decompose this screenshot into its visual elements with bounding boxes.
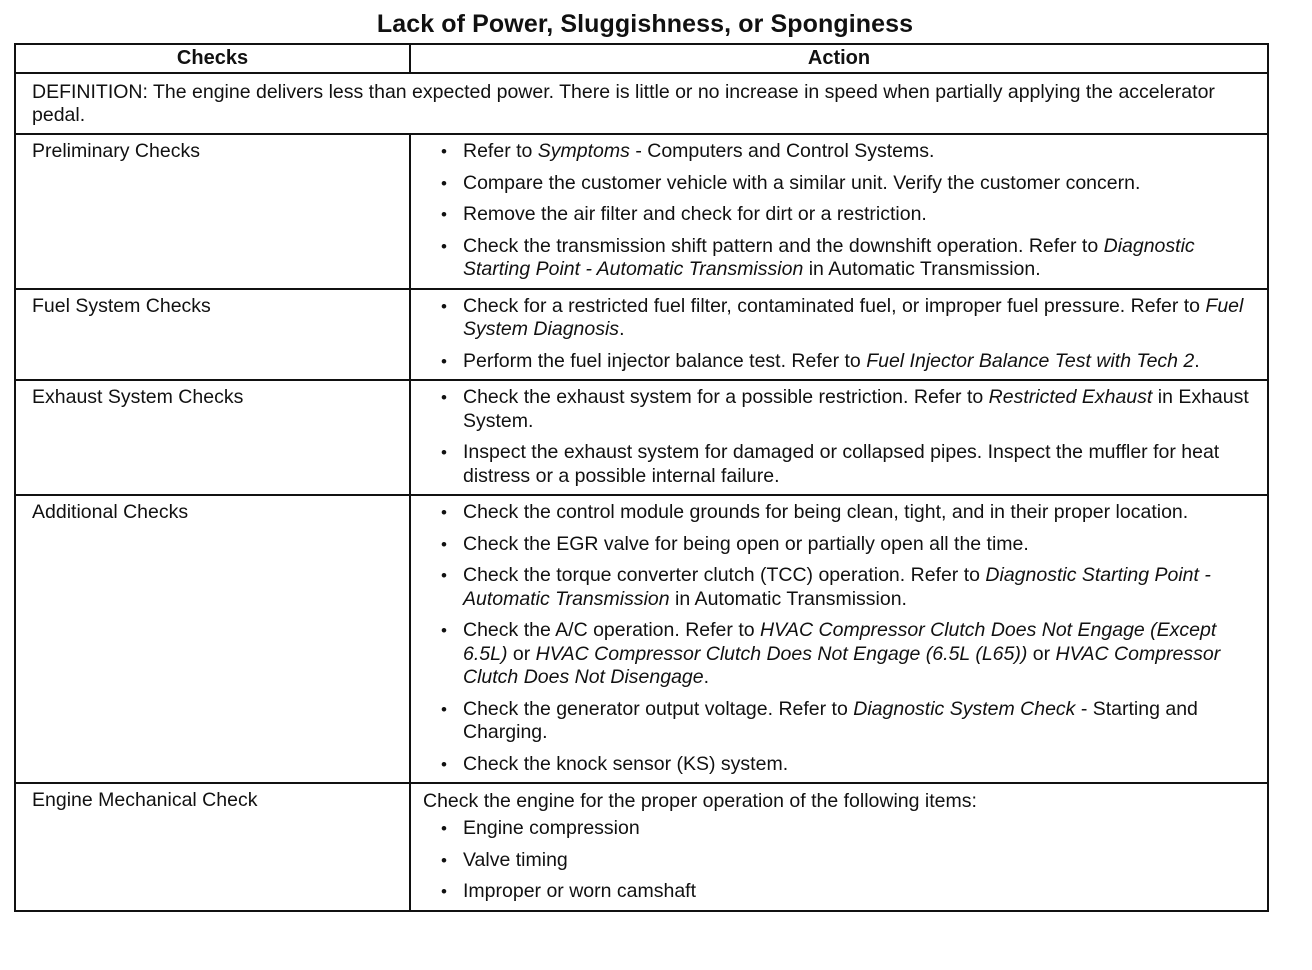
action-text: Check the generator output voltage. Refer to [463,697,854,720]
reference-text: Diagnostic System Check [853,697,1076,720]
action-item [411,140,1267,164]
action-text: Refer to [463,140,538,162]
page-title: Lack of Power, Sluggishness, or Sponginess [376,10,914,38]
action-text: Check the control module grounds for being clean, tight, and in their proper location. [463,501,1189,523]
action-item [411,501,1267,525]
action-text: Check the exhaust system for a possible restriction. Refer to [463,386,989,408]
reference-text: Diagnostic Starting Point - Automatic Transmission [463,234,1195,280]
action-text: Valve timing [463,848,568,871]
table-row [15,495,1268,783]
action-text: Improper or worn camshaft [463,880,697,902]
action-item [411,619,1267,690]
action-item [411,386,1267,433]
action-cell [410,783,1268,911]
action-item [411,564,1267,611]
action-text: . [1194,349,1200,372]
action-text: Check for a restricted fuel filter, contaminated fuel, or improper fuel pressure. Refer to [463,294,1206,317]
reference-text: Restricted Exhaust [988,386,1153,408]
reference-text: HVAC Compressor Clutch Does Not Disengage [463,642,1221,688]
action-item [411,849,1267,873]
action-item [411,880,1267,904]
action-item [411,533,1267,557]
action-item [411,203,1267,227]
action-text: Check the EGR valve for being open or partially open all the time. [463,532,1029,555]
definition-row [15,73,1268,134]
reference-text: HVAC Compressor Clutch Does Not Engage (Except 6.5L) [463,619,1217,665]
action-text: in Exhaust System. [463,386,1249,432]
action-text: Remove the air filter and check for dirt or a restriction. [463,203,927,225]
action-intro: Check the engine for the proper operation of the following items: [423,790,977,812]
table-row [15,783,1268,911]
action-text: Check the A/C operation. Refer to [463,619,760,641]
table-row [15,380,1268,495]
header-action: Action [410,44,1268,73]
action-cell [410,380,1268,495]
action-text: Check the transmission shift pattern and the downshift operation. Refer to [463,234,1104,257]
action-text: . [703,666,710,688]
action-text: Engine compression [463,817,640,839]
action-text: Check the knock sensor (KS) system. [463,752,789,775]
table-row [15,289,1268,381]
table-row [15,134,1268,289]
reference-text: Symptoms [537,140,630,162]
action-text: or [1027,642,1056,665]
action-text: Check the torque converter clutch (TCC) operation. Refer to [463,564,986,586]
action-list [411,817,1267,904]
action-list [411,501,1267,776]
action-text: Inspect the exhaust system for damaged or collapsed pipes. Inspect the muffler for heat distress or a possible internal failure. [463,441,1220,487]
action-text: in Automatic Transmission. [669,587,907,610]
check-name: Additional Checks [15,495,410,783]
action-text: or [507,642,536,665]
check-name: Preliminary Checks [15,134,410,289]
action-text: Compare the customer vehicle with a similar unit. Verify the customer concern. [463,171,1141,194]
definition-text: DEFINITION: The engine delivers less than expected power. There is little or no increase in speed when partially applying the accelerator pedal. [15,73,1268,134]
action-text: - Starting and Charging. [463,697,1198,743]
reference-text: HVAC Compressor Clutch Does Not Engage (6.5L (L65)) [535,642,1028,665]
action-cell [410,495,1268,783]
action-item [411,350,1267,374]
check-name: Engine Mechanical Check [15,783,410,911]
reference-text: Diagnostic Starting Point - Automatic Transmission [463,564,1211,610]
action-cell [410,289,1268,381]
action-text: Perform the fuel injector balance test. Refer to [463,349,867,372]
action-item [411,817,1267,841]
action-item [411,753,1267,777]
action-item [411,295,1267,342]
action-item [411,172,1267,196]
table-body [15,73,1268,911]
action-text: . [619,318,625,340]
table-header-row [15,44,1268,73]
action-cell [410,134,1268,289]
action-list [411,386,1267,488]
action-text: - Computers and Control Systems. [629,140,935,162]
action-item [411,235,1267,282]
header-checks: Checks [15,44,410,73]
action-item [411,441,1267,488]
action-item [411,698,1267,745]
check-name: Fuel System Checks [15,289,410,381]
action-text: in Automatic Transmission. [803,258,1041,280]
action-list [411,295,1267,374]
diagnostic-table [14,43,1269,912]
reference-text: Fuel System Diagnosis [463,294,1244,340]
reference-text: Fuel Injector Balance Test with Tech 2 [866,349,1195,372]
check-name: Exhaust System Checks [15,380,410,495]
action-list [411,140,1267,282]
